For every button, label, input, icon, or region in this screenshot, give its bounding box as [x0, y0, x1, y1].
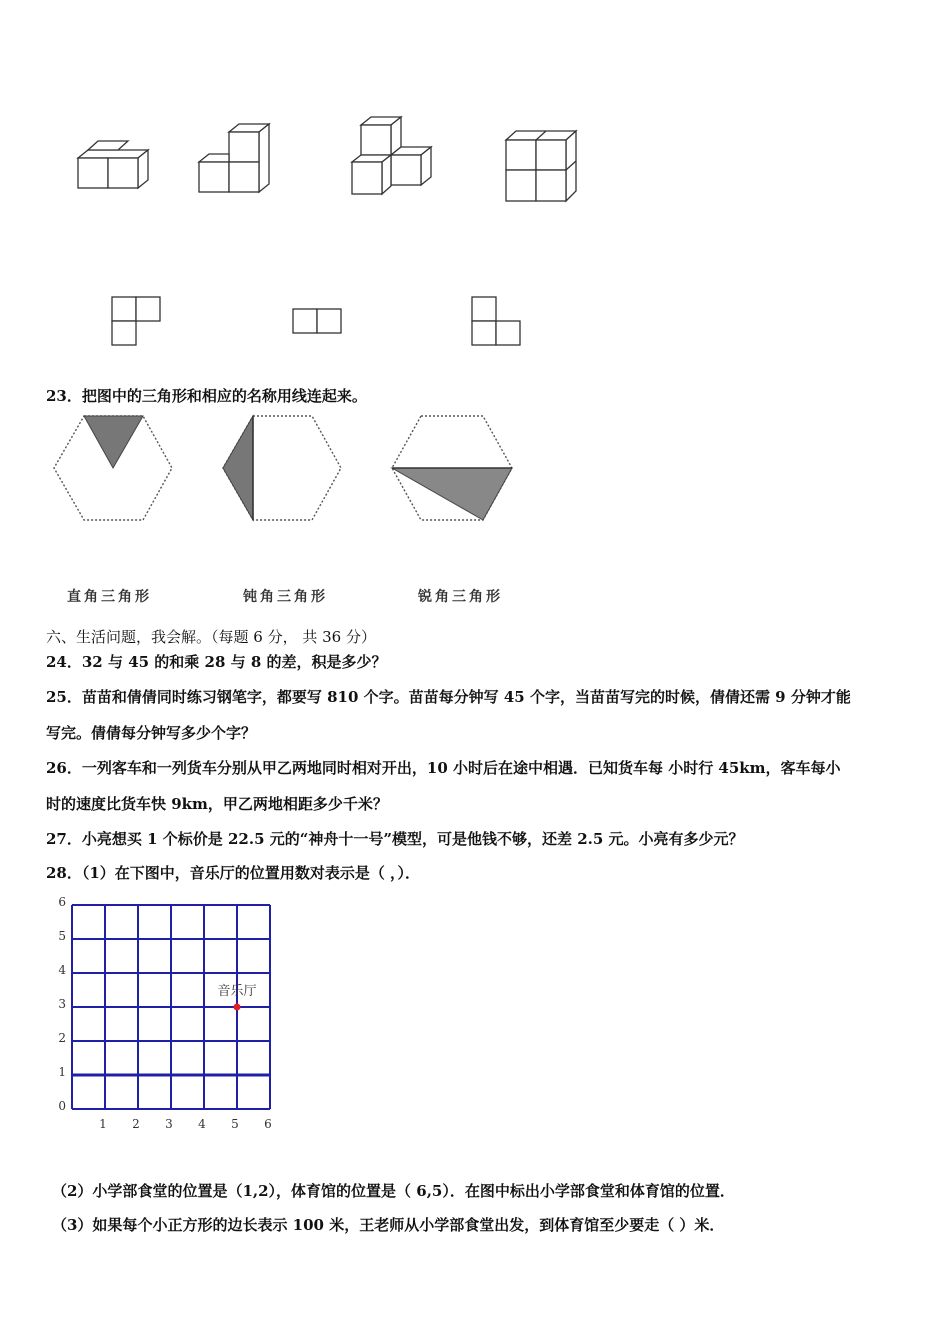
solid-b: [199, 124, 269, 192]
question-28-part3: （3）如果每个小正方形的边长表示 100 米，王老师从小学部食堂出发，到体育馆至少要走（ ）米．: [52, 1216, 725, 1234]
label-right-triangle: 直角三角形: [67, 589, 152, 605]
y-tick-label: 4: [58, 963, 66, 977]
view-c: [472, 297, 520, 345]
y-tick-label: 2: [58, 1031, 66, 1045]
point-marker: [234, 1004, 241, 1011]
x-tick-label: 3: [165, 1117, 173, 1131]
solid-c: [352, 117, 431, 194]
x-tick-label: 1: [99, 1117, 107, 1131]
views-figure: [0, 290, 560, 350]
solid-d: [506, 131, 576, 201]
y-tick-label: 5: [58, 929, 66, 943]
y-tick-label: 0: [58, 1099, 66, 1113]
solid-a: [78, 141, 148, 188]
coordinate-grid-chart: [0, 890, 300, 1140]
label-obtuse-triangle: 钝角三角形: [243, 589, 328, 605]
x-tick-label: 5: [231, 1117, 239, 1131]
question-25-line1: 25．苗苗和倩倩同时练习钢笔字，都要写 810 个字。苗苗每分钟写 45 个字，当苗苗写完的时候，倩倩还需 9 分钟才能: [46, 688, 851, 706]
question-26-line1: 26．一列客车和一列货车分别从甲乙两地同时相对开出，10 小时后在途中相遇．已知货车每 小时行 45km，客车每小: [46, 759, 841, 777]
question-23: 23．把图中的三角形和相应的名称用线连起来。: [46, 387, 367, 405]
question-26-line2: 时的速度比货车快 9km，甲乙两地相距多少千米？: [46, 795, 388, 813]
point-label: 音乐厅: [217, 984, 257, 999]
x-tick-label: 2: [132, 1117, 140, 1131]
shaded-triangle-2: [223, 416, 253, 520]
x-tick-label: 6: [264, 1117, 272, 1131]
question-28-part1: 28．（1）在下图中，音乐厅的位置用数对表示是（ ，）．: [46, 864, 421, 882]
x-tick-label: 4: [198, 1117, 206, 1131]
shaded-triangle-3: [392, 468, 512, 520]
view-b: [293, 309, 341, 333]
y-tick-label: 3: [58, 997, 66, 1011]
shaded-triangle-1: [84, 416, 143, 468]
question-25-line2: 写完。倩倩每分钟写多少个字？: [46, 724, 257, 742]
label-acute-triangle: 锐角三角形: [418, 589, 503, 605]
question-27: 27．小亮想买 1 个标价是 22.5 元的“神舟十一号”模型，可是他钱不够，还差 2.5 元。小亮有多少元？: [46, 830, 744, 848]
cube-solids-figure: [0, 100, 620, 220]
question-24: 24．32 与 45 的和乘 28 与 8 的差，积是多少？: [46, 653, 387, 671]
question-28-part2: （2）小学部食堂的位置是（1,2），体育馆的位置是（ 6,5）．在图中标出小学部食堂和体育馆的位置．: [52, 1182, 735, 1200]
section-6-heading: 六、生活问题，我会解。（每题 6 分， 共 36 分）: [46, 628, 376, 646]
hexagon-triangles-figure: [0, 408, 540, 533]
y-tick-label: 6: [58, 895, 66, 909]
y-tick-label: 1: [58, 1065, 66, 1079]
view-a: [112, 297, 160, 345]
